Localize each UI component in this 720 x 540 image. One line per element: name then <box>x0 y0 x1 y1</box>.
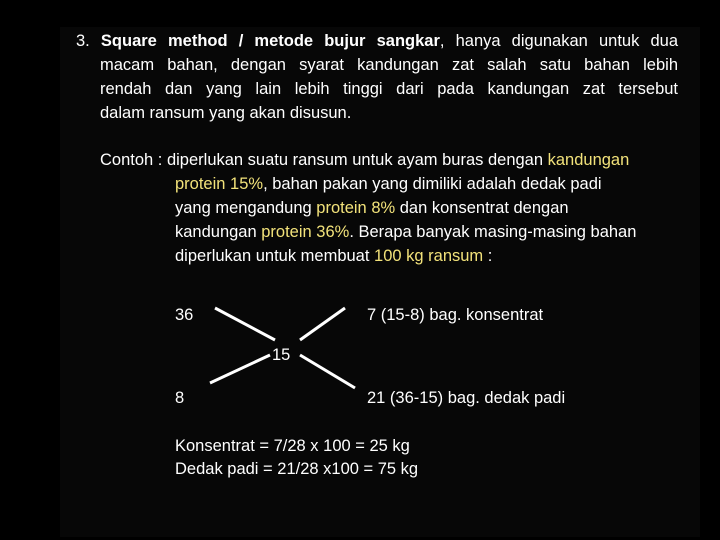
method-line-2: macam bahan, dengan syarat kandungan zat salah satu bahan lebih <box>100 56 678 74</box>
square-bottom-right-value: 21 (36-15) bag. dedak padi <box>367 389 566 407</box>
square-top-right-value: 7 (15-8) bag. konsentrat <box>367 306 544 324</box>
square-bottom-left-value: 8 <box>175 389 185 407</box>
example-text: diperlukan untuk membuat <box>175 247 375 265</box>
method-line-3: rendah dan yang lain lebih tinggi dari pada kandungan zat tersebut <box>100 80 678 98</box>
result-konsentrat: Konsentrat = 7/28 x 100 = 25 kg <box>175 437 410 455</box>
example-text: dan konsentrat dengan <box>395 199 569 217</box>
square-line-bottom-right <box>300 355 355 388</box>
method-line-1-rest: , hanya digunakan untuk dua <box>439 32 678 50</box>
example-highlight: protein 8% <box>316 199 396 217</box>
example-text: yang mengandung <box>175 199 317 217</box>
example-text: : <box>483 247 493 265</box>
method-line-4: dalam ransum yang akan disusun. <box>100 104 352 122</box>
result-dedak-padi: Dedak padi = 21/28 x100 = 75 kg <box>175 460 419 478</box>
example-highlight: protein 36% <box>261 223 350 241</box>
example-text: kandungan <box>175 223 262 241</box>
example-highlight: kandungan <box>547 151 630 169</box>
example-text: Contoh : diperlukan suatu ransum untuk ayam buras dengan <box>100 151 548 169</box>
method-number: 3. <box>76 32 90 50</box>
square-center-value: 15 <box>272 346 291 364</box>
example-highlight: protein 15% <box>175 175 264 193</box>
example-highlight: 100 kg ransum <box>374 247 484 265</box>
square-top-left-value: 36 <box>175 306 194 324</box>
square-line-top-left <box>215 308 275 340</box>
square-line-top-right <box>300 308 345 340</box>
example-text: . Berapa banyak masing-masing bahan <box>349 223 637 241</box>
square-line-bottom-left <box>210 355 270 383</box>
method-title: Square method / metode bujur sangkar <box>100 32 440 50</box>
example-text: , bahan pakan yang dimiliki adalah dedak padi <box>263 175 602 193</box>
